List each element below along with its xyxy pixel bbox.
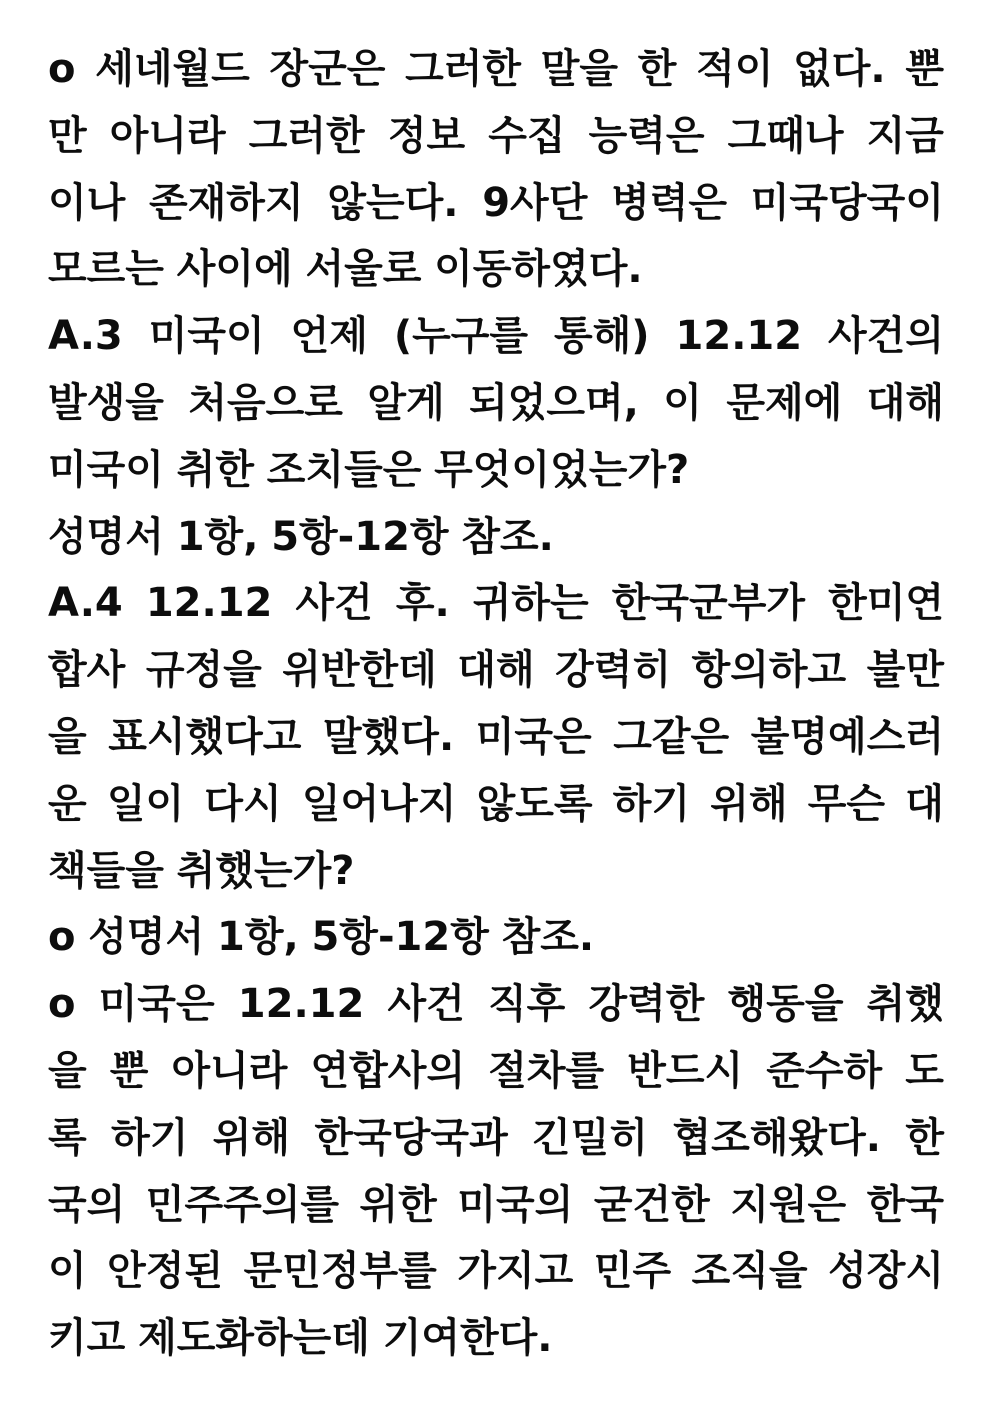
word: 되었으며, bbox=[469, 379, 639, 426]
word: 대 bbox=[905, 780, 944, 827]
word: 1항, bbox=[176, 513, 259, 560]
word: 직후 bbox=[487, 981, 566, 1028]
text-line bbox=[48, 370, 944, 437]
word: 대해 bbox=[866, 379, 944, 426]
word: 운 bbox=[48, 780, 87, 827]
word: 긴밀히 bbox=[532, 1114, 649, 1161]
text-line bbox=[48, 904, 944, 971]
word: 한 bbox=[637, 46, 677, 92]
text-line bbox=[48, 170, 944, 237]
word: 미국은 bbox=[475, 713, 592, 760]
word: 가지고 bbox=[457, 1248, 574, 1295]
text-line bbox=[48, 437, 944, 504]
text-line bbox=[48, 704, 944, 771]
word: 사이에 bbox=[176, 246, 293, 293]
word: 협조해왔다. bbox=[672, 1114, 881, 1161]
word: 위해 bbox=[212, 1114, 291, 1161]
word: o bbox=[48, 981, 76, 1028]
word: 후. bbox=[395, 580, 450, 627]
word: 합사 bbox=[48, 647, 126, 694]
word: 이동하였다. bbox=[434, 246, 643, 293]
word: 아니라 bbox=[109, 112, 226, 159]
word: 그때나 bbox=[727, 112, 844, 159]
word: 한 bbox=[905, 1114, 944, 1161]
word: 규정을 bbox=[145, 647, 262, 694]
word: 록 bbox=[48, 1114, 87, 1161]
word: 제도화하는데 bbox=[138, 1315, 370, 1362]
word: 기여한다. bbox=[382, 1315, 553, 1362]
word: 성장시 bbox=[828, 1248, 944, 1295]
word: 무슨 bbox=[807, 780, 886, 827]
word: 5항-12항 bbox=[311, 914, 489, 961]
word: 절차를 bbox=[488, 1047, 605, 1094]
word: 그러한 bbox=[405, 46, 522, 92]
word: 미국당국이 bbox=[750, 179, 944, 226]
word: 불만 bbox=[866, 647, 944, 694]
text-line bbox=[48, 36, 944, 103]
word: 문민정부를 bbox=[243, 1248, 437, 1295]
word: 12.12 bbox=[675, 313, 803, 360]
word: 문제에 bbox=[726, 379, 843, 426]
word: 준수하 bbox=[766, 1047, 883, 1094]
word: 하기 bbox=[612, 780, 691, 827]
word: 표시했다고 bbox=[108, 713, 302, 760]
word: 무엇이었는가? bbox=[434, 446, 690, 493]
word: 12.12 bbox=[145, 580, 273, 627]
word: 취했 bbox=[866, 981, 944, 1028]
word: 병력은 bbox=[611, 179, 728, 226]
word: 참조. bbox=[501, 914, 595, 961]
word: 이 bbox=[48, 1248, 87, 1295]
word: 취했는가? bbox=[176, 847, 355, 894]
word: 강력히 bbox=[555, 647, 672, 694]
text-line bbox=[48, 1172, 944, 1239]
word: 그같은 bbox=[613, 713, 730, 760]
word: 서울로 bbox=[305, 246, 422, 293]
word: 한국 bbox=[866, 1181, 944, 1228]
word: 위해 bbox=[710, 780, 788, 827]
word: 성명서 bbox=[88, 914, 205, 961]
word: 일이 bbox=[106, 780, 185, 827]
word: 없다. bbox=[793, 46, 886, 92]
word: 미국이 bbox=[48, 446, 164, 493]
word: 사건의 bbox=[828, 313, 944, 360]
word: 행동을 bbox=[727, 981, 844, 1028]
word: 지원은 bbox=[730, 1181, 847, 1228]
word: 미국은 bbox=[98, 981, 215, 1028]
word: (누구를 bbox=[393, 313, 529, 360]
word: 발생을 bbox=[48, 379, 164, 426]
word: 한국군부가 bbox=[611, 580, 805, 627]
word: 말했다. bbox=[323, 713, 455, 760]
word: o bbox=[48, 46, 76, 92]
word: 사건 bbox=[387, 981, 465, 1028]
word: 장군은 bbox=[269, 46, 386, 92]
word: A.4 bbox=[48, 580, 123, 627]
word: 키고 bbox=[48, 1315, 126, 1362]
word: 위반한데 bbox=[282, 647, 437, 694]
word: 않는다. bbox=[327, 179, 459, 226]
word: 정보 bbox=[387, 112, 466, 159]
word: A.3 bbox=[48, 313, 123, 360]
text-line bbox=[48, 303, 944, 370]
word: 취한 bbox=[176, 446, 254, 493]
word: 참조. bbox=[461, 513, 554, 560]
word: 말을 bbox=[540, 46, 619, 92]
word: 위한 bbox=[359, 1181, 437, 1228]
word: 불명예스러 bbox=[750, 713, 944, 760]
text-line bbox=[48, 1038, 944, 1105]
text-line bbox=[48, 1105, 944, 1172]
word: 도 bbox=[905, 1047, 944, 1094]
word: 귀하는 bbox=[472, 580, 589, 627]
word: 언제 bbox=[290, 313, 368, 360]
text-line bbox=[48, 236, 944, 303]
word: 뿐 bbox=[109, 1047, 149, 1094]
text-line bbox=[48, 103, 944, 170]
word: 대해 bbox=[457, 647, 535, 694]
word: 이나 bbox=[48, 179, 126, 226]
text-line bbox=[48, 637, 944, 704]
word: 12.12 bbox=[237, 981, 365, 1028]
word: 성명서 bbox=[48, 513, 164, 560]
word: 민주 bbox=[593, 1248, 672, 1295]
word: 책들을 bbox=[48, 847, 164, 894]
text-line bbox=[48, 570, 944, 637]
word: o bbox=[48, 914, 76, 961]
word: 굳건한 bbox=[593, 1181, 710, 1228]
text-line bbox=[48, 971, 944, 1038]
word: 1항, bbox=[217, 914, 299, 961]
word: 알게 bbox=[367, 379, 445, 426]
word: 미국의 bbox=[457, 1181, 574, 1228]
word: 만 bbox=[48, 112, 87, 159]
word: 항의하고 bbox=[691, 647, 847, 694]
word: 아니라 bbox=[171, 1047, 288, 1094]
word: 한미연 bbox=[828, 580, 944, 627]
word: 을 bbox=[48, 713, 87, 760]
word: 수집 bbox=[488, 112, 566, 159]
word: 반드시 bbox=[627, 1047, 744, 1094]
word: 능력은 bbox=[588, 112, 705, 159]
word: 그러한 bbox=[248, 112, 365, 159]
word: 조직을 bbox=[691, 1248, 808, 1295]
word: 다시 bbox=[204, 780, 282, 827]
word: 강력한 bbox=[588, 981, 705, 1028]
word: 사건 bbox=[295, 580, 373, 627]
text-line bbox=[48, 771, 944, 838]
word: 안정된 bbox=[107, 1248, 224, 1295]
text-line bbox=[48, 1238, 944, 1305]
word: 9사단 bbox=[482, 179, 588, 226]
word: 미국이 bbox=[148, 313, 265, 360]
word: 적이 bbox=[696, 46, 774, 92]
word: 통해) bbox=[554, 313, 650, 360]
word: 뿐 bbox=[905, 46, 944, 92]
word: 하기 bbox=[111, 1114, 189, 1161]
word: 연합사의 bbox=[310, 1047, 466, 1094]
word: 세네월드 bbox=[95, 46, 250, 92]
word: 을 bbox=[48, 1047, 87, 1094]
word: 않도록 bbox=[476, 780, 593, 827]
word: 조치들은 bbox=[266, 446, 422, 493]
text-line bbox=[48, 504, 944, 571]
word: 존재하지 bbox=[149, 179, 304, 226]
word: 한국당국과 bbox=[314, 1114, 508, 1161]
word: 처음으로 bbox=[188, 379, 343, 426]
word: 국의 bbox=[48, 1181, 126, 1228]
word: 모르는 bbox=[48, 246, 164, 293]
word: 일어나지 bbox=[301, 780, 457, 827]
word: 지금 bbox=[866, 112, 944, 159]
word: 민주주의를 bbox=[145, 1181, 340, 1228]
text-line bbox=[48, 1305, 944, 1372]
word: 이 bbox=[663, 379, 702, 426]
word: 5항-12항 bbox=[271, 513, 449, 560]
document-page bbox=[48, 36, 944, 1372]
text-line bbox=[48, 838, 944, 905]
